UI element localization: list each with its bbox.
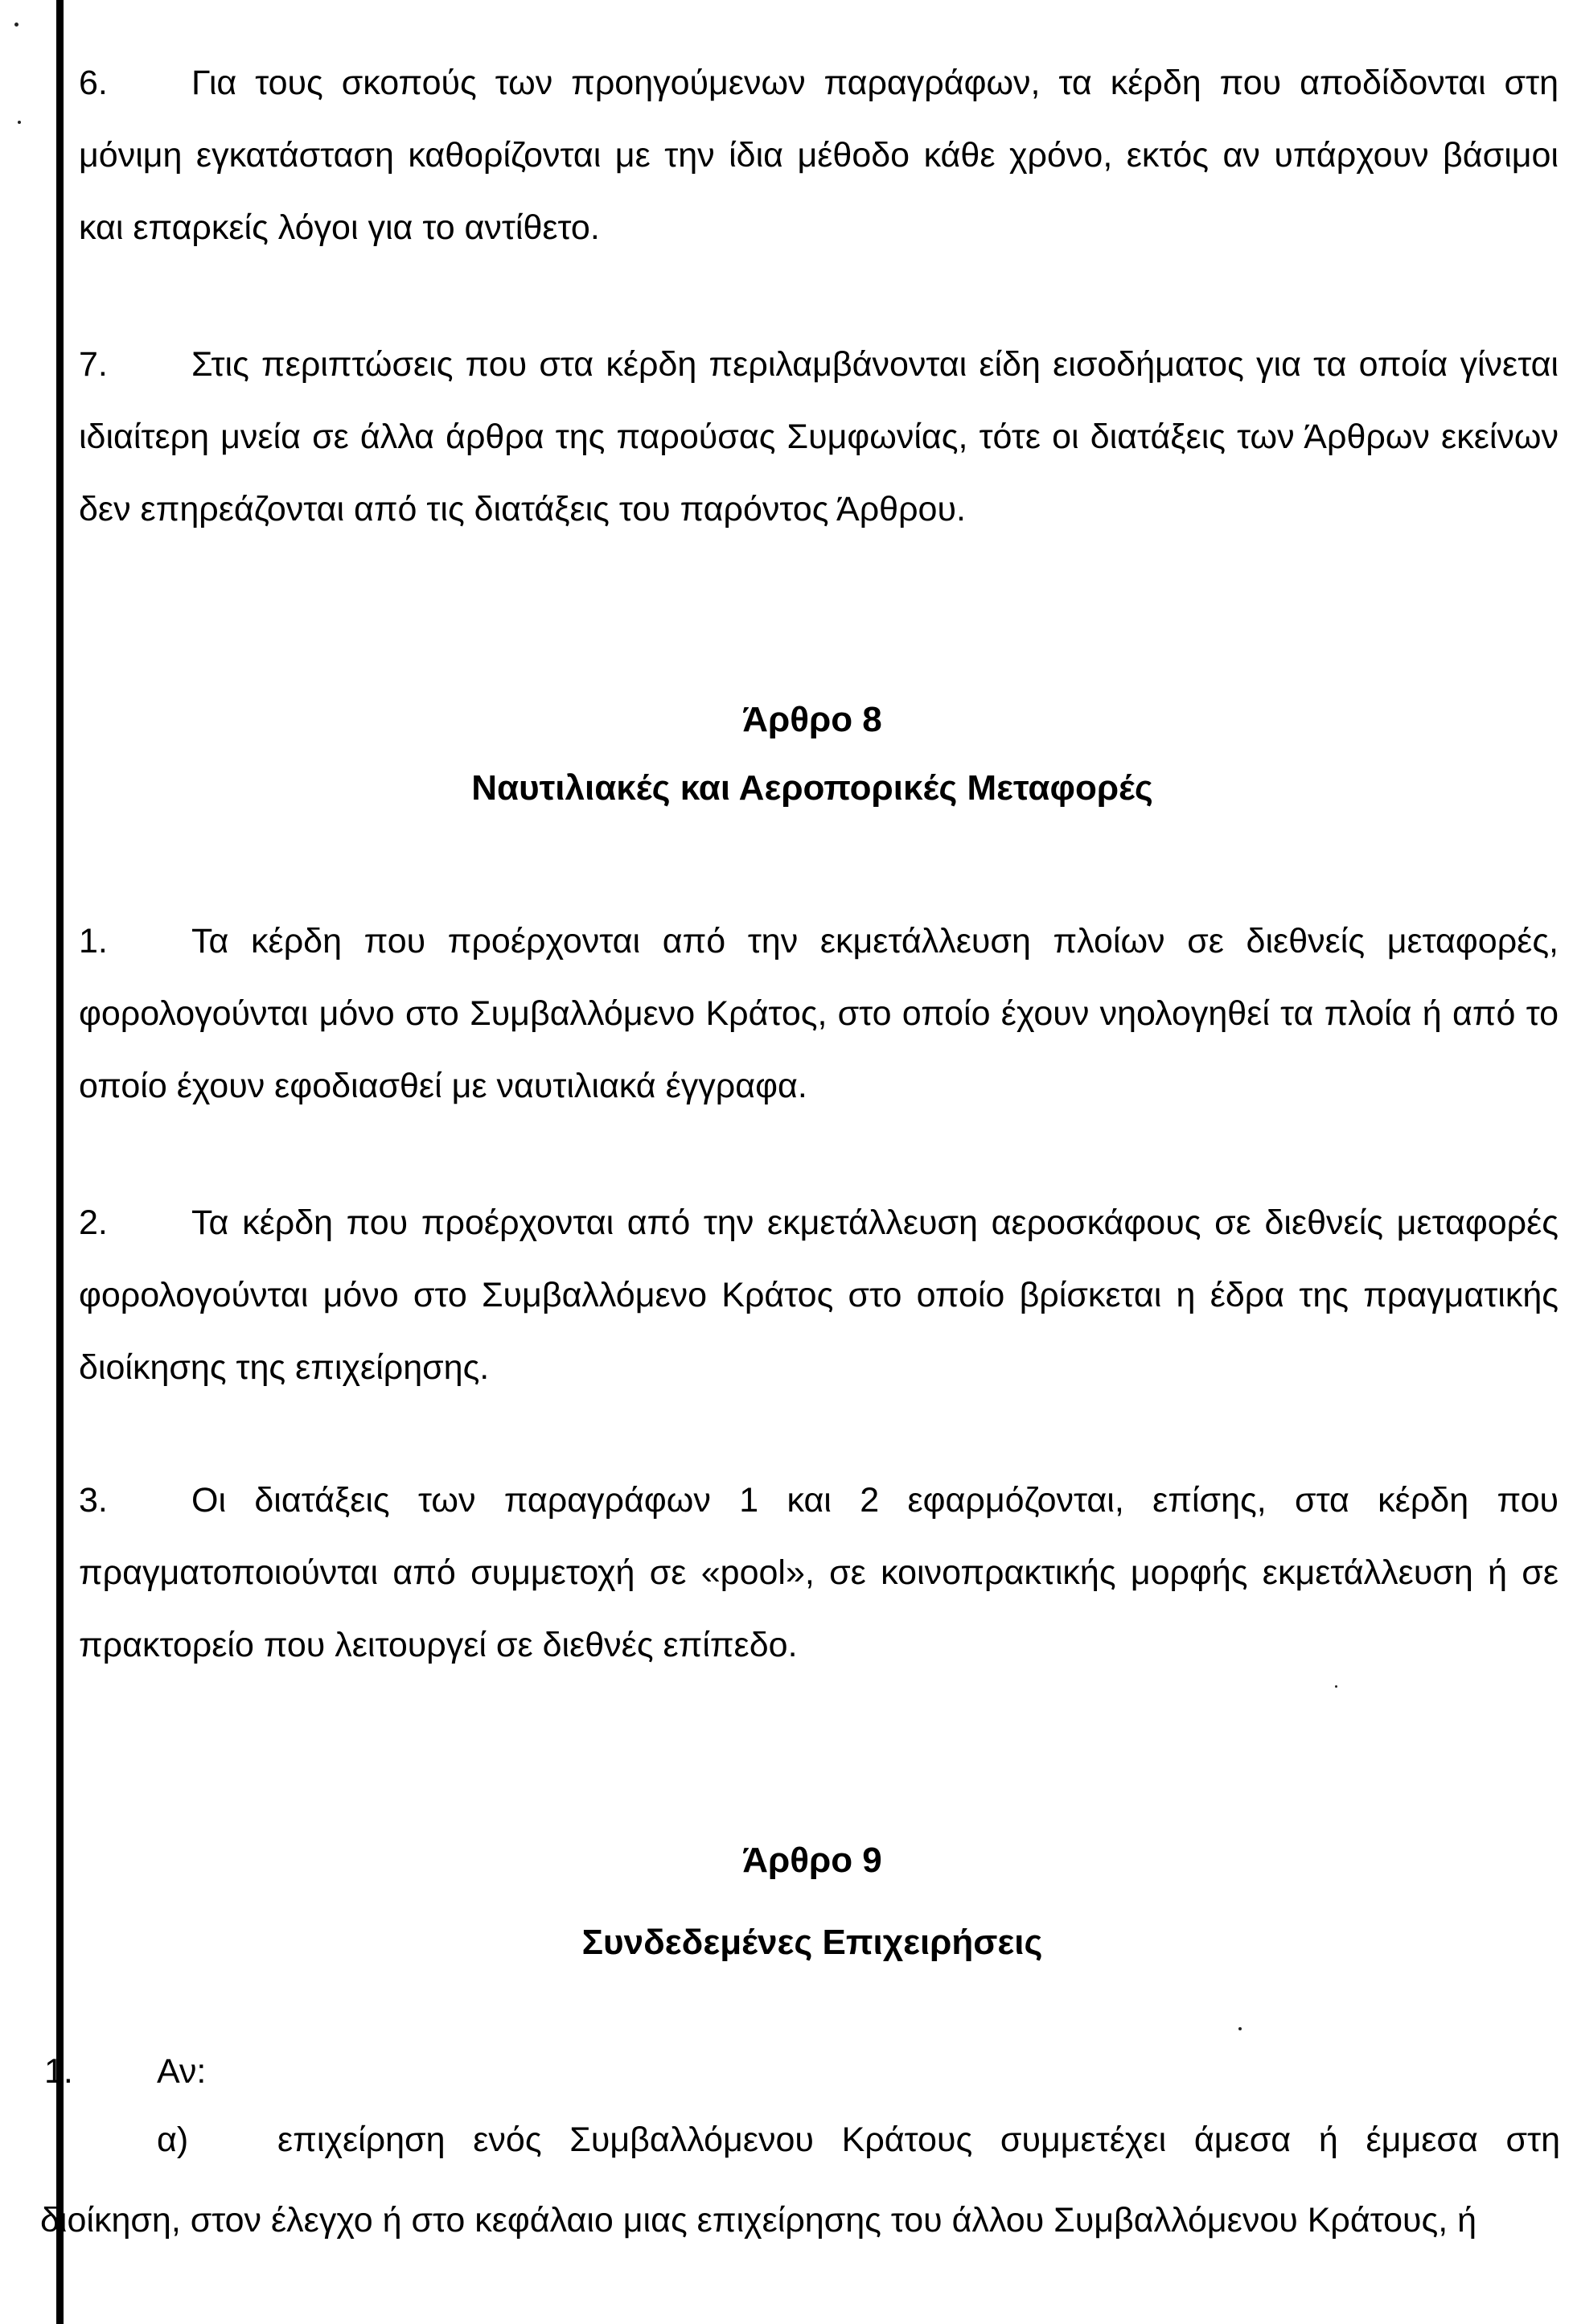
paragraph-text: Τα κέρδη που προέρχονται από την εκμετάλλευση πλοίων σε διεθνείς μεταφορές, φορολογούνται μόνο στο Συμβαλλόμενο Κράτος, στο οποίο έχουν νηολογηθεί τα πλοία ή από το οποίο έχουν εφοδιασθεί με ναυτιλιακά έγγραφα.: [79, 922, 1559, 1105]
paragraph-6: [79, 47, 1559, 264]
article-9-paragraph-1-number: 1.: [44, 2052, 73, 2091]
subitem-text: επιχείρηση ενός Συμβαλλόμενου Κράτους συμμετέχει άμεσα ή έμμεσα στη διοίκηση, στον έλεγχο ή στο κεφάλαιο μιας επιχείρησης του άλλου Συμβαλλόμενου Κράτους, ή: [40, 2120, 1560, 2240]
paragraph-number: 3.: [79, 1481, 108, 1520]
article-9-title: Άρθρο 9: [742, 1841, 882, 1880]
article-9-subitem-a: [40, 2100, 1560, 2260]
paragraph-text: Για τους σκοπούς των προηγούμενων παραγράφων, τα κέρδη που αποδίδονται στη μόνιμη εγκατάσταση καθορίζονται με την ίδια μέθοδο κάθε χρόνο, εκτός αν υπάρχουν βάσιμοι και επαρκείς λόγοι για το αντίθετο.: [79, 64, 1559, 247]
paragraph-number: 7.: [79, 345, 108, 384]
scan-speck: [1238, 2027, 1242, 2030]
article-8-paragraph-1: [79, 905, 1559, 1122]
paragraph-number: 1.: [79, 922, 108, 960]
article-8-paragraph-3: [79, 1464, 1559, 1681]
paragraph-text: Στις περιπτώσεις που στα κέρδη περιλαμβάνονται είδη εισοδήματος για τα οποία γίνεται ιδιαίτερη μνεία σε άλλα άρθρα της παρούσας Συμφωνίας, τότε οι διατάξεις των Άρθρων εκείνων δεν επηρεάζονται από τις διατάξεις του παρόντος Άρθρου.: [79, 345, 1559, 529]
scan-speck: [18, 121, 21, 124]
subitem-label: α): [157, 2120, 189, 2159]
scan-speck: [14, 23, 18, 27]
paragraph-number: 2.: [79, 1203, 108, 1242]
paragraph-number: 6.: [79, 64, 108, 102]
article-8-title: Άρθρο 8: [742, 700, 882, 739]
left-margin-rule: [56, 0, 64, 2324]
paragraph-text: Τα κέρδη που προέρχονται από την εκμετάλλευση αεροσκάφους σε διεθνείς μεταφορές φορολογούνται μόνο στο Συμβαλλόμενο Κράτος στο οποίο βρίσκεται η έδρα της πραγματικής διοίκησης της επιχείρησης.: [79, 1203, 1559, 1387]
scan-speck: [1335, 1685, 1337, 1688]
paragraph-7: [79, 328, 1559, 545]
article-9-subtitle: Συνδεδεμένες Επιχειρήσεις: [581, 1923, 1043, 1962]
article-9-paragraph-1-lead: Αν:: [157, 2052, 207, 2091]
article-8-paragraph-2: [79, 1187, 1559, 1404]
paragraph-text: Οι διατάξεις των παραγράφων 1 και 2 εφαρμόζονται, επίσης, στα κέρδη που πραγματοποιούνται από συμμετοχή σε «pool», σε κοινοπρακτικής μορφής εκμετάλλευση ή σε πρακτορείο που λειτουργεί σε διεθνές επίπεδο.: [79, 1481, 1559, 1664]
article-8-subtitle: Ναυτιλιακές και Αεροπορικές Μεταφορές: [471, 768, 1153, 808]
